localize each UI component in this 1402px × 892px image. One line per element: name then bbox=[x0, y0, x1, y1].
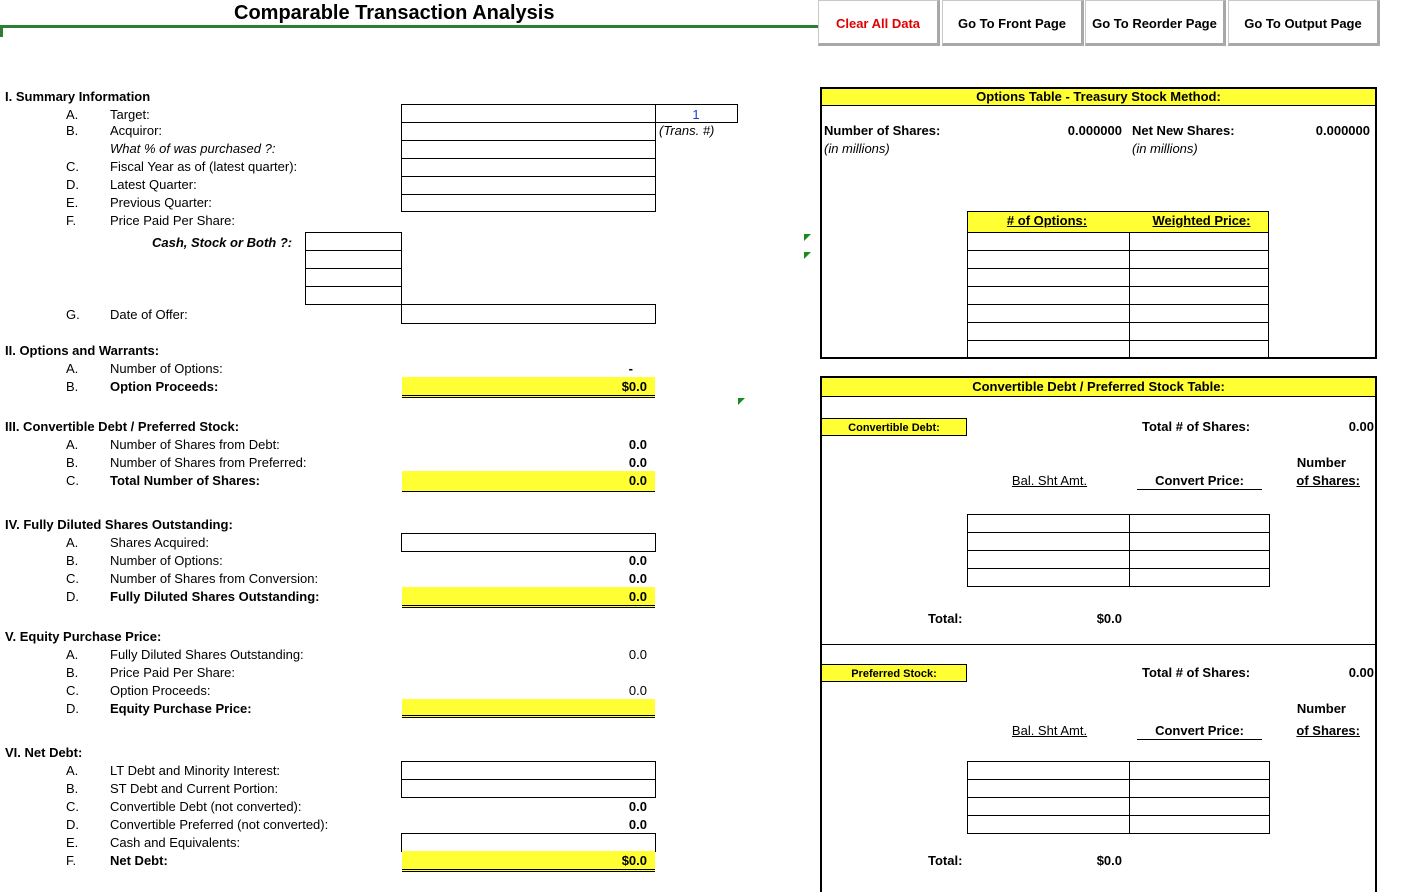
options-count-input[interactable] bbox=[967, 232, 1130, 251]
item-letter: B. bbox=[66, 553, 79, 568]
number-of-shares-label: Number of Shares: bbox=[824, 123, 941, 138]
pref-bal-input[interactable] bbox=[967, 797, 1130, 816]
weighted-price-input[interactable] bbox=[1129, 286, 1269, 305]
option-proceeds-label: Option Proceeds: bbox=[110, 683, 211, 698]
pref-convert-input[interactable] bbox=[1129, 815, 1270, 834]
equity-purchase-price-cell bbox=[402, 699, 655, 718]
pref-convert-input[interactable] bbox=[1129, 779, 1270, 798]
option-proceeds-label: Option Proceeds: bbox=[110, 379, 219, 394]
weighted-price-input[interactable] bbox=[1129, 322, 1269, 341]
net-debt-value: $0.0 bbox=[621, 853, 647, 868]
item-letter: C. bbox=[66, 799, 79, 814]
convertible-debt-value: 0.0 bbox=[628, 799, 647, 814]
latest-quarter-input[interactable] bbox=[401, 176, 656, 195]
weighted-price-input[interactable] bbox=[1129, 268, 1269, 287]
page-title: Comparable Transaction Analysis bbox=[234, 2, 555, 24]
section-2-heading: II. Options and Warrants: bbox=[5, 343, 160, 358]
in-millions-label: (in millions) bbox=[824, 141, 890, 156]
item-letter: A. bbox=[66, 647, 79, 662]
section-5-heading: V. Equity Purchase Price: bbox=[5, 629, 162, 644]
item-letter: D. bbox=[66, 701, 79, 716]
pref-convert-input[interactable] bbox=[1129, 797, 1270, 816]
item-letter: A. bbox=[66, 107, 79, 122]
shares-acquired-input[interactable] bbox=[401, 533, 656, 552]
shares-from-preferred-label: Number of Shares from Preferred: bbox=[110, 455, 307, 470]
pref-bal-input[interactable] bbox=[967, 779, 1130, 798]
equity-purchase-price-label: Equity Purchase Price: bbox=[110, 701, 252, 716]
previous-quarter-input[interactable] bbox=[401, 194, 656, 212]
weighted-price-input[interactable] bbox=[1129, 250, 1269, 269]
section-4-heading: IV. Fully Diluted Shares Outstanding: bbox=[5, 517, 233, 532]
shares-from-conversion-label: Number of Shares from Conversion: bbox=[110, 571, 319, 586]
cash-equivalents-input[interactable] bbox=[401, 833, 656, 852]
fully-diluted-value: 0.0 bbox=[628, 647, 647, 662]
pref-convert-input[interactable] bbox=[1129, 761, 1270, 780]
pct-purchased-label: What % of was purchased ?: bbox=[110, 141, 276, 156]
fiscal-year-input[interactable] bbox=[401, 158, 656, 177]
in-millions-label: (in millions) bbox=[1132, 141, 1198, 156]
debt-bal-input[interactable] bbox=[967, 568, 1130, 587]
fiscal-year-label: Fiscal Year as of (latest quarter): bbox=[110, 159, 298, 174]
number-label: Number bbox=[1296, 455, 1346, 470]
debt-convert-input[interactable] bbox=[1129, 532, 1270, 551]
debt-bal-input[interactable] bbox=[967, 514, 1130, 533]
options-count-input[interactable] bbox=[967, 340, 1130, 358]
fully-diluted-value: 0.0 bbox=[628, 589, 647, 604]
num-options-label: Number of Options: bbox=[110, 361, 223, 376]
convert-price-header: Convert Price: bbox=[1137, 723, 1262, 740]
item-letter: E. bbox=[66, 195, 79, 210]
shares-from-debt-value: 0.0 bbox=[628, 437, 647, 452]
fully-diluted-label: Fully Diluted Shares Outstanding: bbox=[110, 589, 320, 604]
pref-bal-input[interactable] bbox=[967, 761, 1130, 780]
item-letter: A. bbox=[66, 535, 79, 550]
item-letter: F. bbox=[66, 853, 77, 868]
st-debt-input[interactable] bbox=[401, 779, 656, 798]
convert-price-header: Convert Price: bbox=[1137, 473, 1262, 490]
num-options-value: 0.0 bbox=[628, 553, 647, 568]
item-letter: B. bbox=[66, 455, 79, 470]
conv-table-title: Convertible Debt / Preferred Stock Table: bbox=[822, 378, 1375, 397]
col-price-header: Weighted Price: bbox=[1152, 213, 1251, 228]
item-letter: B. bbox=[66, 781, 79, 796]
weighted-price-input[interactable] bbox=[1129, 232, 1269, 251]
item-letter: B. bbox=[66, 123, 79, 138]
go-to-output-page-button[interactable]: Go To Output Page bbox=[1228, 0, 1380, 46]
comment-marker-icon[interactable] bbox=[738, 398, 745, 405]
conv-table-divider bbox=[822, 644, 1375, 645]
pref-total-label: Total: bbox=[928, 853, 963, 868]
pref-total-shares-value: 0.00 bbox=[1348, 665, 1374, 680]
clear-all-data-button[interactable]: Clear All Data bbox=[818, 0, 940, 46]
trans-number-label: (Trans. #) bbox=[659, 123, 715, 138]
trans-number: 1 bbox=[692, 107, 700, 122]
cash-stock-input[interactable] bbox=[305, 250, 402, 269]
debt-total-shares-value: 0.00 bbox=[1348, 419, 1374, 434]
lt-debt-input[interactable] bbox=[401, 761, 656, 780]
previous-quarter-label: Previous Quarter: bbox=[110, 195, 212, 210]
st-debt-label: ST Debt and Current Portion: bbox=[110, 781, 279, 796]
options-table-title: Options Table - Treasury Stock Method: bbox=[822, 89, 1375, 106]
num-options-label: Number of Options: bbox=[110, 553, 223, 568]
total-shares-label: Total # of Shares: bbox=[1142, 419, 1251, 434]
item-letter: A. bbox=[66, 437, 79, 452]
item-letter: B. bbox=[66, 665, 79, 680]
net-new-shares-label: Net New Shares: bbox=[1132, 123, 1235, 138]
title-rule-left bbox=[0, 25, 3, 37]
weighted-price-input[interactable] bbox=[1129, 304, 1269, 323]
net-debt-label: Net Debt: bbox=[110, 853, 168, 868]
item-letter: F. bbox=[66, 213, 77, 228]
title-rule bbox=[0, 25, 818, 28]
options-count-input[interactable] bbox=[967, 268, 1130, 287]
section-1-heading: I. Summary Information bbox=[5, 89, 151, 104]
total-shares-value: 0.0 bbox=[628, 473, 647, 488]
option-proceeds-value: $0.0 bbox=[621, 379, 647, 394]
debt-convert-input[interactable] bbox=[1129, 550, 1270, 569]
item-letter: E. bbox=[66, 835, 79, 850]
col-options-header: # of Options: bbox=[1006, 213, 1088, 228]
item-letter: A. bbox=[66, 361, 79, 376]
number-of-shares-value: 0.000000 bbox=[1067, 123, 1122, 138]
date-of-offer-label: Date of Offer: bbox=[110, 307, 188, 322]
date-of-offer-input[interactable] bbox=[401, 304, 656, 324]
comment-marker-icon[interactable] bbox=[804, 252, 811, 259]
target-input[interactable] bbox=[401, 104, 656, 123]
comment-marker-icon[interactable] bbox=[804, 234, 811, 241]
item-letter: C. bbox=[66, 683, 79, 698]
shares-acquired-label: Shares Acquired: bbox=[110, 535, 210, 550]
option-proceeds-value: 0.0 bbox=[628, 683, 647, 698]
of-shares-label: of Shares: bbox=[1296, 473, 1360, 488]
num-options-value: - bbox=[628, 361, 633, 376]
item-letter: G. bbox=[66, 307, 80, 322]
price-paid-label: Price Paid Per Share: bbox=[110, 665, 236, 680]
preferred-stock-tag: Preferred Stock: bbox=[821, 664, 967, 682]
lt-debt-label: LT Debt and Minority Interest: bbox=[110, 763, 281, 778]
debt-bal-input[interactable] bbox=[967, 550, 1130, 569]
net-new-shares-value: 0.000000 bbox=[1315, 123, 1370, 138]
shares-from-conversion-value: 0.0 bbox=[628, 571, 647, 586]
go-to-reorder-page-button[interactable]: Go To Reorder Page bbox=[1085, 0, 1226, 46]
pref-total-value: $0.0 bbox=[1096, 853, 1122, 868]
weighted-price-input[interactable] bbox=[1129, 340, 1269, 358]
pref-bal-input[interactable] bbox=[967, 815, 1130, 834]
convertible-preferred-value: 0.0 bbox=[628, 817, 647, 832]
cash-stock-input[interactable] bbox=[305, 232, 402, 251]
number-label: Number bbox=[1296, 701, 1346, 716]
options-count-input[interactable] bbox=[967, 322, 1130, 341]
shares-from-preferred-value: 0.0 bbox=[628, 455, 647, 470]
bal-sht-header: Bal. Sht Amt. bbox=[1011, 473, 1088, 488]
options-count-input[interactable] bbox=[967, 304, 1130, 323]
item-letter: A. bbox=[66, 763, 79, 778]
price-paid-label: Price Paid Per Share: bbox=[110, 213, 236, 228]
target-label: Target: bbox=[110, 107, 150, 122]
cash-stock-input[interactable] bbox=[305, 286, 402, 305]
debt-convert-input[interactable] bbox=[1129, 514, 1270, 533]
convertible-debt-tag: Convertible Debt: bbox=[821, 418, 967, 436]
acquiror-label: Acquiror: bbox=[110, 123, 163, 138]
go-to-front-page-button[interactable]: Go To Front Page bbox=[942, 0, 1084, 46]
item-letter: C. bbox=[66, 571, 79, 586]
bal-sht-header: Bal. Sht Amt. bbox=[1011, 723, 1088, 738]
options-count-input[interactable] bbox=[967, 286, 1130, 305]
item-letter: B. bbox=[66, 379, 79, 394]
pct-purchased-input[interactable] bbox=[401, 140, 656, 159]
item-letter: C. bbox=[66, 473, 79, 488]
cash-stock-input[interactable] bbox=[305, 268, 402, 287]
convertible-preferred-label: Convertible Preferred (not converted): bbox=[110, 817, 329, 832]
total-shares-label: Total Number of Shares: bbox=[110, 473, 261, 488]
options-count-input[interactable] bbox=[967, 250, 1130, 269]
cash-stock-both-label: Cash, Stock or Both ?: bbox=[152, 235, 293, 250]
debt-total-value: $0.0 bbox=[1096, 611, 1122, 626]
debt-convert-input[interactable] bbox=[1129, 568, 1270, 587]
total-shares-label: Total # of Shares: bbox=[1142, 665, 1251, 680]
item-letter: D. bbox=[66, 589, 79, 604]
cash-equivalents-label: Cash and Equivalents: bbox=[110, 835, 241, 850]
item-letter: D. bbox=[66, 817, 79, 832]
debt-total-label: Total: bbox=[928, 611, 963, 626]
item-letter: C. bbox=[66, 159, 79, 174]
acquiror-input[interactable] bbox=[401, 122, 656, 141]
fully-diluted-label: Fully Diluted Shares Outstanding: bbox=[110, 647, 304, 662]
convertible-debt-label: Convertible Debt (not converted): bbox=[110, 799, 302, 814]
latest-quarter-label: Latest Quarter: bbox=[110, 177, 197, 192]
section-3-heading: III. Convertible Debt / Preferred Stock: bbox=[5, 419, 240, 434]
item-letter: D. bbox=[66, 177, 79, 192]
debt-bal-input[interactable] bbox=[967, 532, 1130, 551]
of-shares-label: of Shares: bbox=[1296, 723, 1360, 738]
shares-from-debt-label: Number of Shares from Debt: bbox=[110, 437, 280, 452]
section-6-heading: VI. Net Debt: bbox=[5, 745, 83, 760]
